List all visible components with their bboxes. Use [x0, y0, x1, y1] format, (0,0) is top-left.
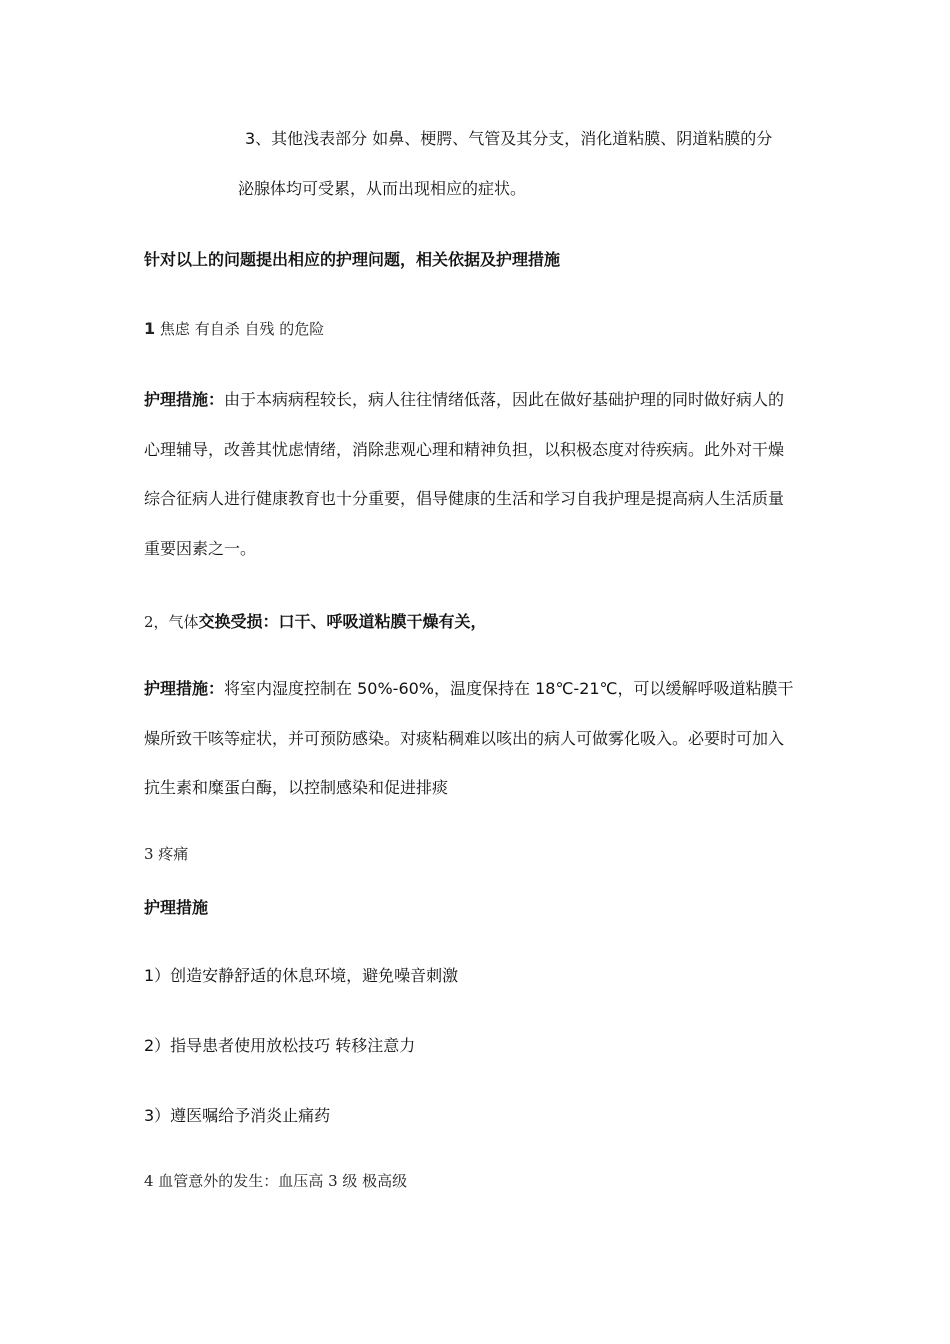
- measure-2-line-3: 抗生素和糜蛋白酶，以控制感染和促进排痰: [144, 778, 449, 797]
- measure-1-label: 护理措施：: [144, 390, 225, 409]
- item-3: 3 疼痛: [144, 845, 189, 863]
- item-1: [144, 317, 324, 341]
- measure-2-label: 护理措施：: [144, 679, 225, 698]
- paragraph-3-line-1: 3、其他浅表部分 如鼻、梗腭、气管及其分支，消化道粘膜、阴道粘膜的分: [245, 129, 773, 148]
- measure-1-line-4: 重要因素之一。: [144, 539, 257, 558]
- measure-3-step-3: 3）遵医嘱给予消炎止痛药: [144, 1106, 331, 1125]
- measure-3-step-2: 2）指导患者使用放松技巧 转移注意力: [144, 1036, 416, 1055]
- item-1-text: 焦虑 有自杀 自残 的危险: [159, 320, 325, 338]
- item-2: [144, 610, 487, 634]
- paragraph-3-line-2: 泌腺体均可受累，从而出现相应的症状。: [238, 179, 527, 198]
- item-2-prefix: 2，气体: [144, 613, 199, 631]
- measure-3-label: 护理措施: [144, 898, 209, 917]
- measure-2-line-2: 燥所致干咳等症状，并可预防感染。对痰粘稠难以咳出的病人可做雾化吸入。必要时可加入: [144, 729, 785, 748]
- measure-3-step-1: 1）创造安静舒适的休息环境，避免噪音刺激: [144, 966, 459, 985]
- measure-1-line-2: 心理辅导，改善其忧虑情绪，消除悲观心理和精神负担，以积极态度对待疾病。此外对干燥: [144, 440, 785, 459]
- item-4: 4 血管意外的发生：血压高 3 级 极高级: [144, 1172, 408, 1190]
- measure-1-text-1: 由于本病病程较长，病人往往情绪低落，因此在做好基础护理的同时做好病人的: [224, 390, 785, 409]
- section-heading: 针对以上的问题提出相应的护理问题，相关依据及护理措施: [144, 250, 561, 269]
- measure-2-text-1: 将室内湿度控制在 50%-60%，温度保持在 18℃-21℃，可以缓解呼吸道粘膜干: [224, 679, 794, 698]
- measure-1-line-3: 综合征病人进行健康教育也十分重要，倡导健康的生活和学习自我护理是提高病人生活质量: [144, 489, 785, 508]
- measure-1-line-1: [144, 388, 784, 412]
- item-2-title: 交换受损：口干、呼吸道粘膜干燥有关，: [198, 612, 487, 631]
- item-1-number: 1: [144, 319, 156, 338]
- measure-2-line-1: [144, 677, 794, 701]
